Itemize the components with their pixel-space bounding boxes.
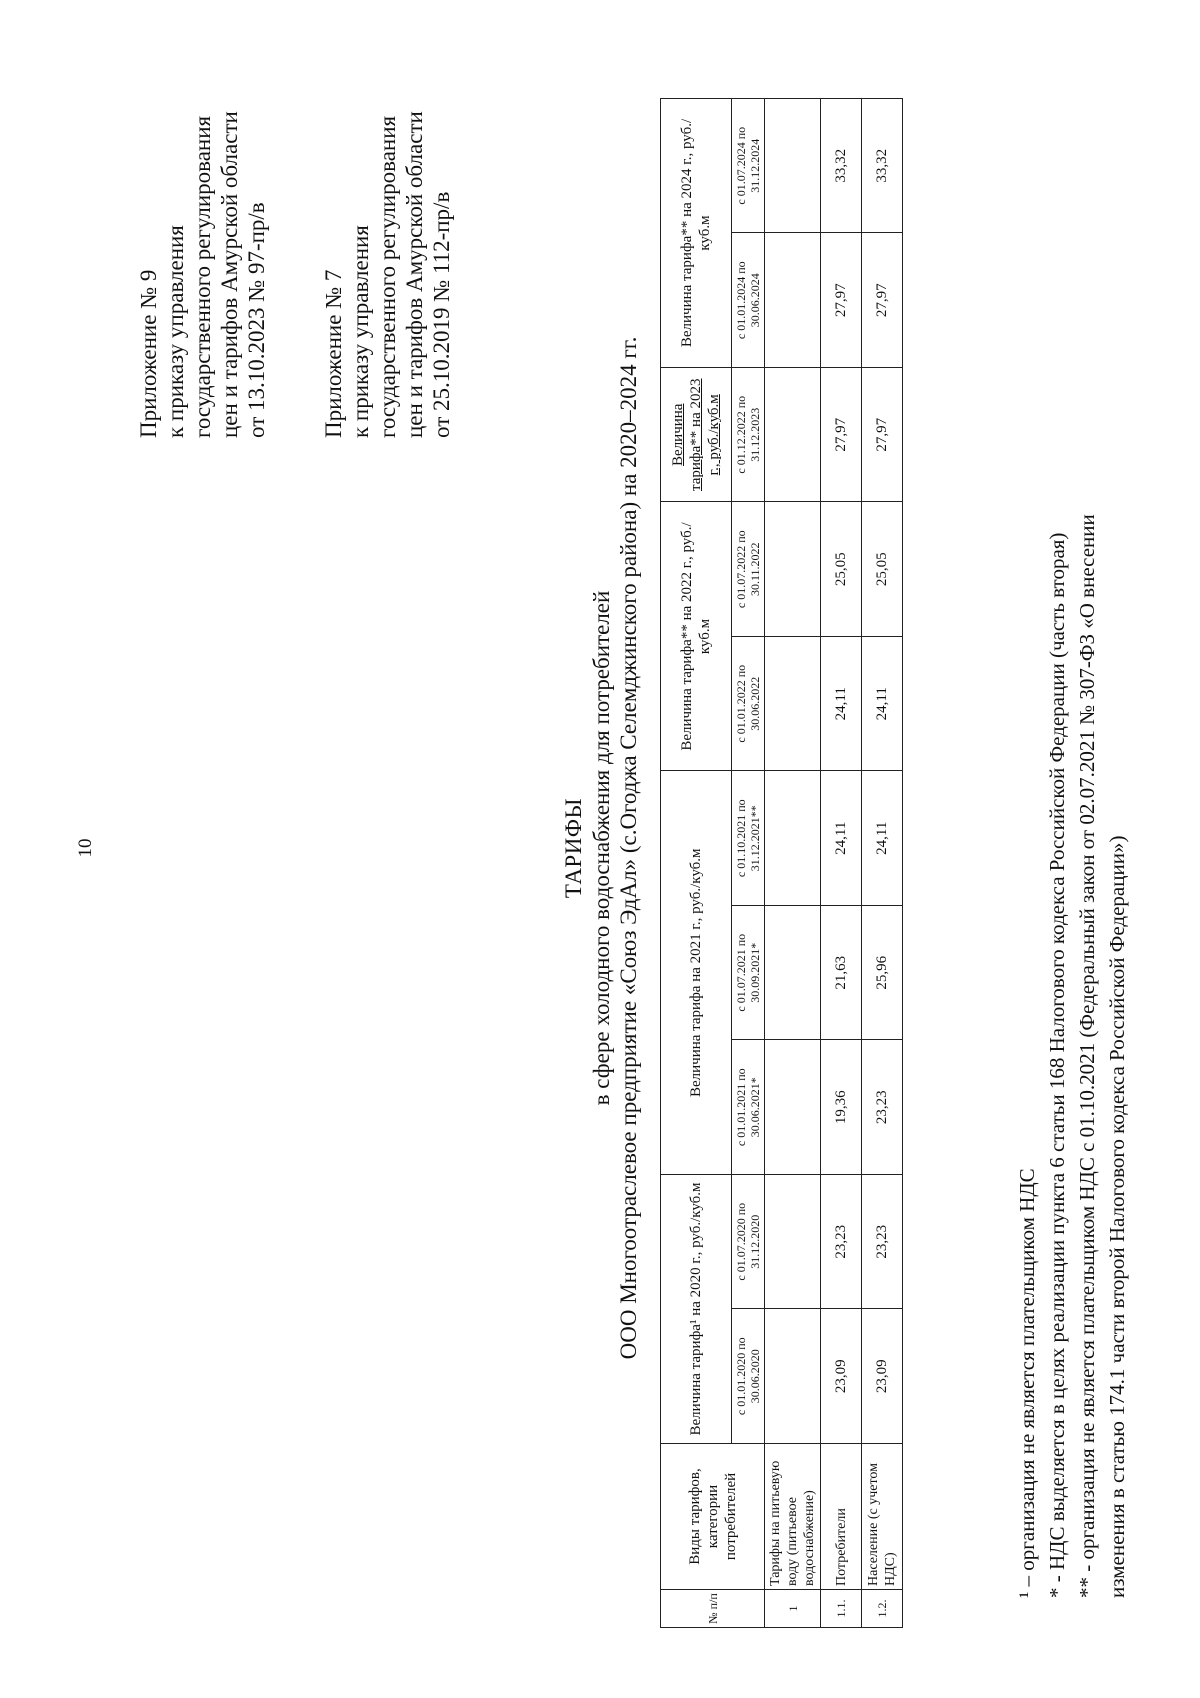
tariff-value: 27,97: [862, 368, 903, 503]
tariff-value: 24,11: [821, 637, 862, 772]
appendix-7-line: государственного регулирования: [375, 115, 400, 438]
appendix-9-line: от 13.10.2023 № 97-пр/в: [244, 202, 269, 438]
empty-cell: [765, 502, 821, 637]
tariff-value: 23,23: [821, 1175, 862, 1310]
period-cell: с 01.01.2022 по 30.06.2022: [732, 637, 765, 772]
empty-cell: [765, 368, 821, 503]
tariff-value: 21,63: [821, 906, 862, 1041]
appendix-9-line: Приложение № 9: [136, 269, 161, 438]
header-group-2021: Величина тарифа на 2021 г., руб./куб.м: [661, 771, 732, 1175]
appendix-7-line: к приказу управления: [348, 225, 373, 438]
tariff-value: 25,96: [862, 906, 903, 1041]
period-cell: с 01.01.2024 по 30.06.2024: [732, 233, 765, 368]
title-subtitle: в сфере холодного водоснабжения для потребителей: [589, 590, 614, 1106]
row-label: Население (с учетом НДС): [862, 1444, 903, 1590]
tariff-value: 27,97: [821, 368, 862, 503]
tariff-value: 25,05: [821, 502, 862, 637]
tariff-value: 27,97: [821, 233, 862, 368]
footnote-vat-allocated: * - НДС выделяется в целях реализации пункта 6 статьи 168 Налогового кодекса Российской Федерации (часть вторая): [1045, 532, 1069, 1598]
table-section-row: [765, 99, 821, 1628]
empty-cell: [765, 906, 821, 1041]
header-number: № п/п: [661, 1590, 765, 1628]
empty-cell: [765, 1040, 821, 1175]
period-cell: с 01.01.2020 по 30.06.2020: [732, 1309, 765, 1444]
period-cell: с 01.07.2020 по 31.12.2020: [732, 1175, 765, 1310]
table-row: [821, 99, 862, 1628]
header-group-2023-text: Величина тарифа** на 2023 г., руб./куб.м: [670, 378, 722, 491]
tariff-value: 27,97: [862, 233, 903, 368]
footnote-vat-law: ** - организация не является плательщиком НДС с 01.10.2021 (Федеральный закон от 02.07.2021 № 307-ФЗ «О внесении: [1075, 514, 1099, 1598]
table-period-row: [732, 99, 765, 1628]
period-cell: с 01.07.2022 по 30.11.2022: [732, 502, 765, 637]
empty-cell: [765, 771, 821, 906]
header-group-2023: [661, 368, 732, 503]
tariff-value: 23,23: [862, 1175, 903, 1310]
page-number: 10: [75, 838, 96, 858]
tariff-value: 24,11: [862, 771, 903, 906]
footnote-vat-exempt: ¹ – организация не является плательщиком НДС: [1015, 1168, 1039, 1598]
period-cell: с 01.10.2021 по 31.12.2021**: [732, 771, 765, 906]
appendix-7-line: цен и тарифов Амурской области: [402, 111, 427, 438]
empty-cell: [765, 637, 821, 772]
section-number: 1: [765, 1590, 821, 1628]
footnotes: [1012, 38, 1132, 1598]
header-tariff-type: Виды тарифов, категории потребителей: [661, 1444, 765, 1590]
header-group-2022: Величина тарифа** на 2022 г., руб./куб.м: [661, 502, 732, 771]
row-number: 1.2.: [862, 1590, 903, 1628]
tariff-value: 24,11: [862, 637, 903, 772]
tariff-value: 33,32: [862, 99, 903, 234]
empty-cell: [765, 233, 821, 368]
title-organization: ООО Многоотраслевое предприятие «Союз ЭдАл» (с.Огоджа Селемджинского района) на 2020–2024 гг.: [616, 336, 641, 1360]
row-label: Потребители: [821, 1444, 862, 1590]
tariff-value: 23,09: [821, 1309, 862, 1444]
appendix-9-line: государственного регулирования: [190, 115, 215, 438]
footnote-vat-law-cont: изменения в статью 174.1 части второй Налогового кодекса Российской Федерации»): [1105, 835, 1129, 1598]
tariff-table: [660, 98, 903, 1628]
tariff-value: 23,23: [862, 1040, 903, 1175]
tariff-value: 24,11: [821, 771, 862, 906]
tariff-value: 19,36: [821, 1040, 862, 1175]
empty-cell: [765, 1175, 821, 1310]
period-cell: с 01.07.2021 по 30.09.2021*: [732, 906, 765, 1041]
header-group-2024: Величина тарифа** на 2024 г., руб./куб.м: [661, 99, 732, 368]
appendix-7-line: от 25.10.2019 № 112-пр/в: [429, 191, 454, 438]
row-number: 1.1.: [821, 1590, 862, 1628]
appendix-7-header: [320, 111, 455, 438]
section-label: Тарифы на питьевую воду (питьевое водоснабжение): [765, 1444, 821, 1590]
table-row: [862, 99, 903, 1628]
header-group-2020: Величина тарифа¹ на 2020 г., руб./куб.м: [661, 1175, 732, 1444]
tariff-value: 33,32: [821, 99, 862, 234]
period-cell: с 01.12.2022 по 31.12.2023: [732, 368, 765, 503]
period-cell: с 01.01.2021 по 30.06.2021*: [732, 1040, 765, 1175]
title-heading: ТАРИФЫ: [561, 797, 586, 899]
appendix-7-line: Приложение № 7: [321, 269, 346, 438]
document-title: [560, 148, 642, 1548]
appendix-9-line: к приказу управления: [163, 225, 188, 438]
empty-cell: [765, 1309, 821, 1444]
tariff-value: 23,09: [862, 1309, 903, 1444]
period-cell: с 01.07.2024 по 31.12.2024: [732, 99, 765, 234]
appendix-9-line: цен и тарифов Амурской области: [217, 111, 242, 438]
empty-cell: [765, 99, 821, 234]
tariff-value: 25,05: [862, 502, 903, 637]
appendix-9-header: [135, 111, 270, 438]
table-header-row: [661, 99, 732, 1628]
